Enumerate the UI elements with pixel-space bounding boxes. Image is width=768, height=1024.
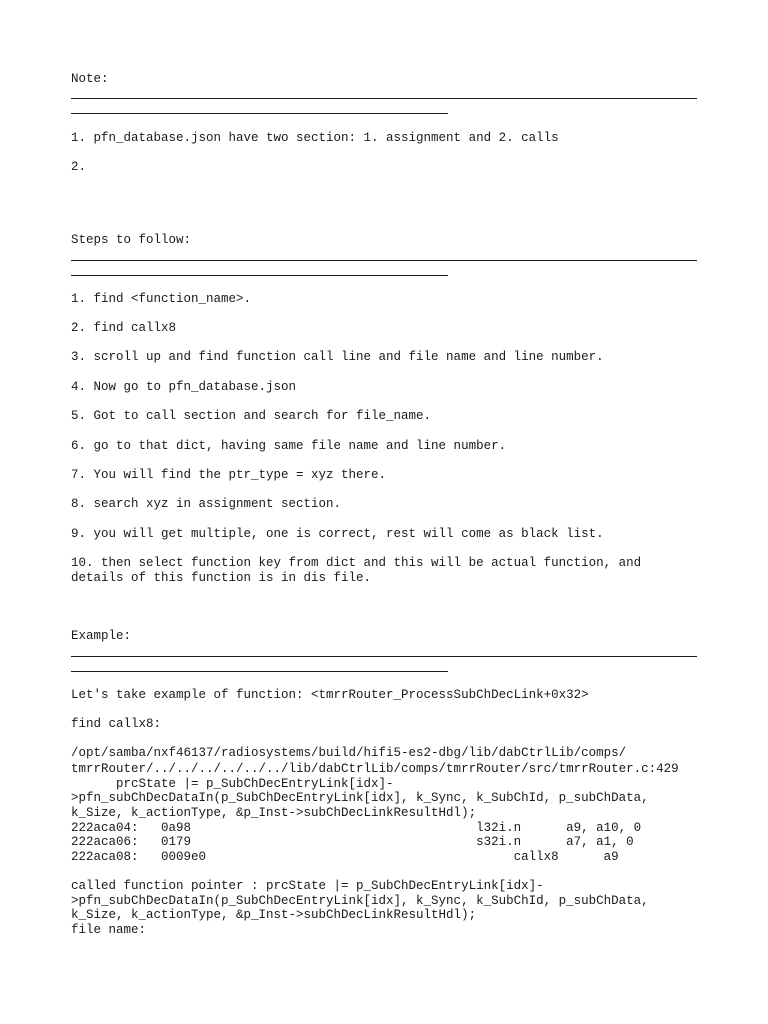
code-line: 222aca06: 0179 s32i.n a7, a1, 0 — [71, 835, 634, 849]
example-divider-short — [71, 671, 448, 672]
example-intro: Let's take example of function: <tmrrRouter_ProcessSubChDecLink+0x32> — [71, 688, 589, 702]
steps-divider — [71, 260, 697, 261]
code-line: 222aca04: 0a98 l32i.n a9, a10, 0 — [71, 821, 642, 835]
steps-heading: Steps to follow: — [71, 233, 192, 247]
called-line: called function pointer : prcState |= p_SubChDecEntryLink[idx]- — [71, 879, 544, 893]
code-line: prcState |= p_SubChDecEntryLink[idx]- — [71, 777, 394, 791]
step-item: 1. find <function_name>. — [71, 292, 252, 306]
note-divider — [71, 98, 697, 99]
note-heading: Note: — [71, 72, 109, 86]
code-line: k_Size, k_actionType, &p_Inst->subChDecLinkResultHdl); — [71, 806, 477, 820]
called-line: k_Size, k_actionType, &p_Inst->subChDecLinkResultHdl); — [71, 908, 477, 922]
code-line: >pfn_subChDecDataIn(p_SubChDecEntryLink[idx], k_Sync, k_SubChId, p_subChData, — [71, 791, 649, 805]
step-item: 5. Got to call section and search for file_name. — [71, 409, 432, 423]
example-find-line: find callx8: — [71, 717, 162, 731]
example-heading: Example: — [71, 629, 132, 643]
called-line: file name: — [71, 923, 147, 937]
code-line: /opt/samba/nxf46137/radiosystems/build/hifi5-es2-dbg/lib/dabCtrlLib/comps/ — [71, 746, 627, 760]
code-line: tmrrRouter/../../../../../../lib/dabCtrlLib/comps/tmrrRouter/src/tmrrRouter.c:429 — [71, 762, 679, 776]
step-item: 2. find callx8 — [71, 321, 177, 335]
step-item: 9. you will get multiple, one is correct, rest will come as black list. — [71, 527, 604, 541]
steps-divider-short — [71, 275, 448, 276]
step-item: 3. scroll up and find function call line and file name and line number. — [71, 350, 604, 364]
note-item: 2. — [71, 160, 87, 174]
note-divider-short — [71, 113, 448, 114]
note-item: 1. pfn_database.json have two section: 1. assignment and 2. calls — [71, 131, 559, 145]
step-item: 4. Now go to pfn_database.json — [71, 380, 297, 394]
step-item: 10. then select function key from dict and this will be actual function, and details of this function is in dis file. — [71, 556, 642, 585]
step-item: 6. go to that dict, having same file name and line number. — [71, 439, 507, 453]
example-divider — [71, 656, 697, 657]
step-item: 7. You will find the ptr_type = xyz there. — [71, 468, 387, 482]
called-line: >pfn_subChDecDataIn(p_SubChDecEntryLink[idx], k_Sync, k_SubChId, p_subChData, — [71, 894, 649, 908]
step-item: 8. search xyz in assignment section. — [71, 497, 342, 511]
code-line: 222aca08: 0009e0 callx8 a9 — [71, 850, 619, 864]
